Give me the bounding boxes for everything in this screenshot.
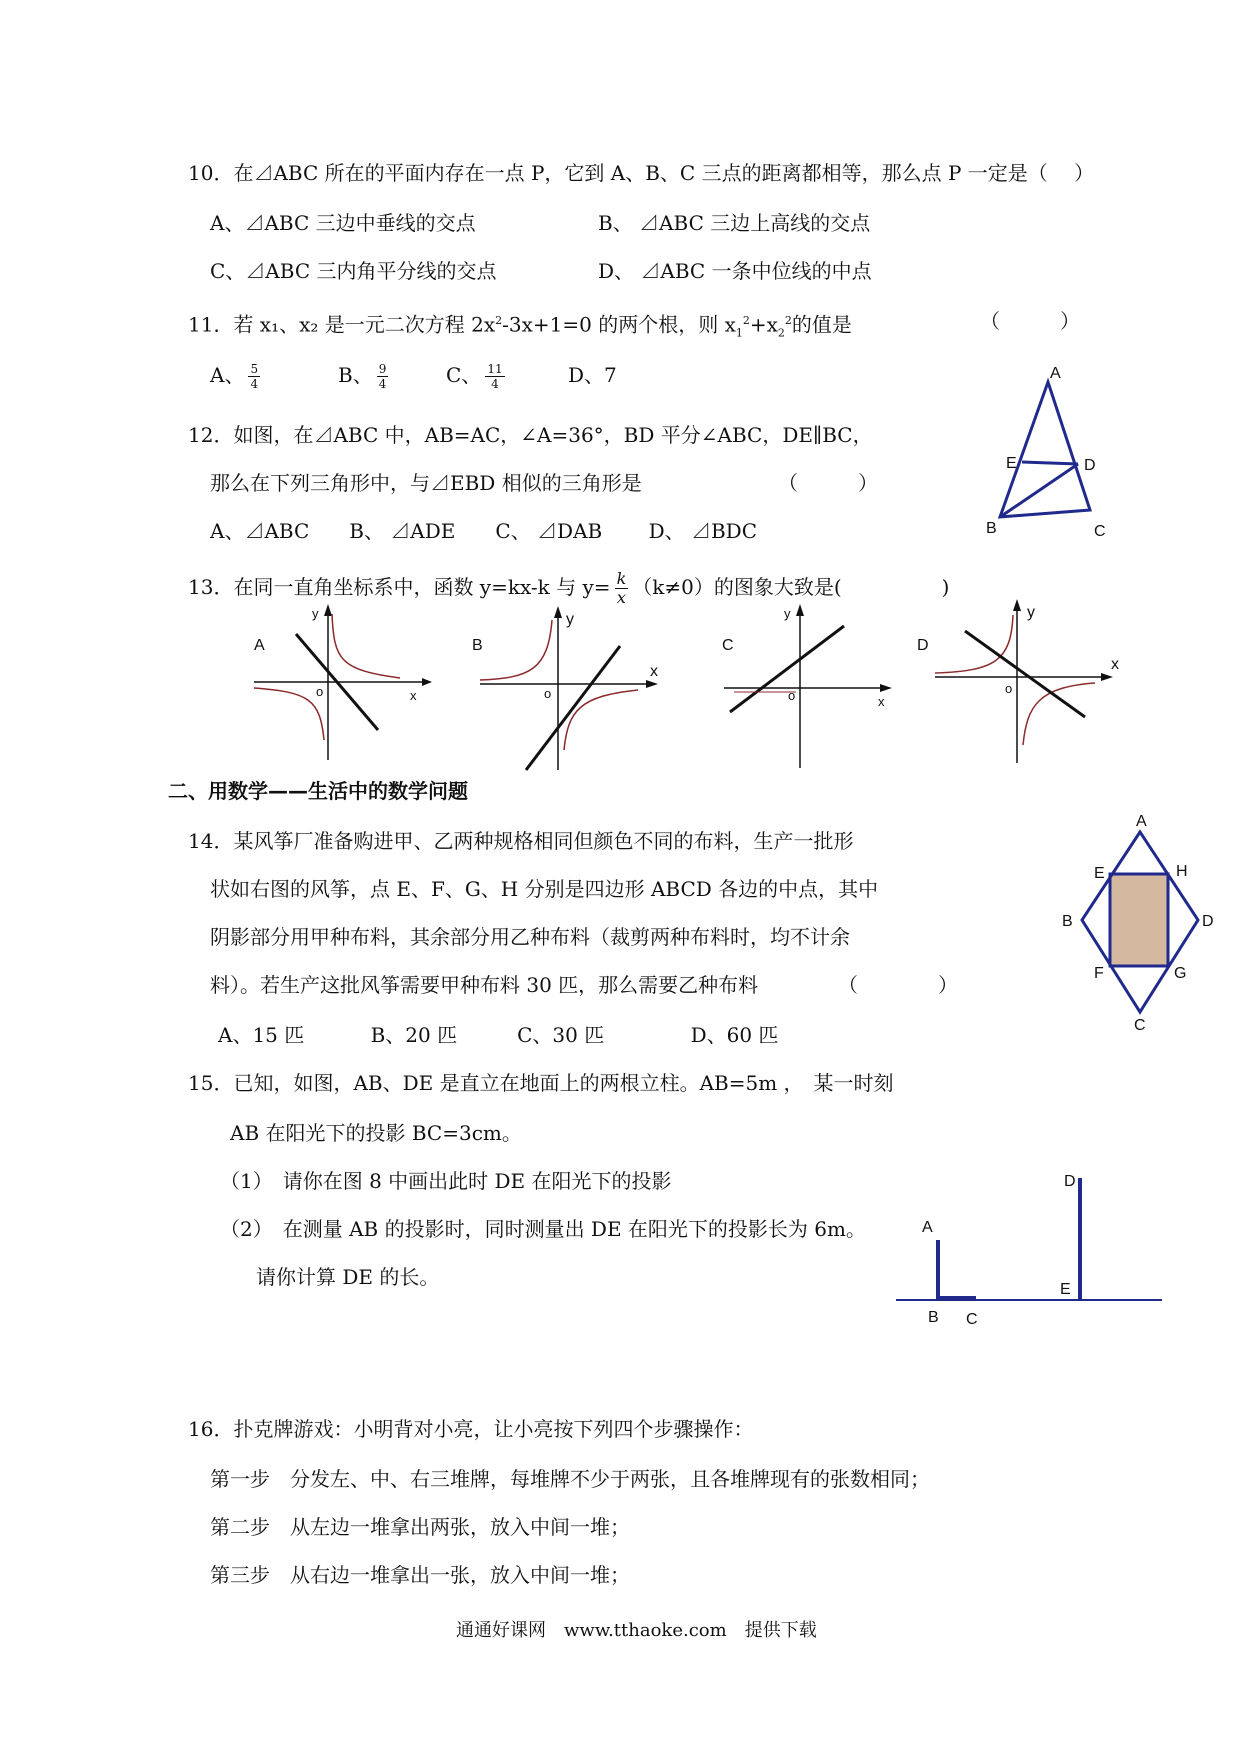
page-footer: 通通好课网 www.tthaoke.com 提供下载 — [456, 1620, 817, 1641]
label-d: D — [1084, 457, 1096, 474]
svg-text:D: D — [1064, 1173, 1076, 1190]
q13-graph-c — [720, 600, 910, 775]
q13-stem: 13．在同一直角坐标系中，函数 y=kx-k 与 y= $\frac{k}{x}$ （k≠0）的图象大致是( ) — [188, 569, 950, 607]
y-axis-arrow — [1013, 599, 1021, 611]
svg-text:G: G — [1174, 965, 1187, 982]
svg-text:o: o — [1005, 681, 1013, 696]
graph-label: B — [472, 637, 483, 654]
q12-triangle-figure — [980, 360, 1120, 540]
q11-option-b: B、 $\frac{9}{4}$ — [338, 362, 387, 391]
q15-part2: （2） 在测量 AB 的投影时，同时测量出 DE 在阳光下的投影长为 6m。 — [220, 1217, 866, 1241]
q16-step3: 第三步 从右边一堆拿出一张，放入中间一堆； — [210, 1563, 630, 1587]
q15-line1: 15．已知，如图，AB、DE 是直立在地面上的两根立柱。AB=5m ， 某一时刻 — [188, 1071, 894, 1095]
svg-text:D: D — [1202, 913, 1214, 930]
svg-text:B: B — [1062, 913, 1073, 930]
svg-text:C: C — [1134, 1017, 1146, 1034]
svg-text:H: H — [1176, 863, 1188, 880]
q10-option-a: A、⊿ABC 三边中垂线的交点 — [210, 211, 476, 235]
q14-options: A、15 匹 B、20 匹 C、30 匹 D、60 匹 — [218, 1023, 779, 1047]
svg-text:y: y — [566, 611, 574, 628]
q14-line3: 阴影部分用甲种布料，其余部分用乙种布料（裁剪两种布料时，均不计余 — [210, 925, 850, 949]
q12-line2: 那么在下列三角形中，与⊿EBD 相似的三角形是 — [210, 471, 642, 495]
q13-graph-a — [250, 600, 440, 770]
svg-text:y: y — [312, 606, 319, 621]
svg-text:C: C — [966, 1311, 978, 1328]
segment-de — [1022, 462, 1078, 464]
q15-part1: （1） 请你在图 8 中画出此时 DE 在阳光下的投影 — [220, 1169, 672, 1193]
q11-answer-paren: （ ） — [980, 309, 1080, 333]
svg-text:F: F — [1094, 965, 1104, 982]
y-axis-arrow — [324, 604, 332, 616]
graph-label: C — [722, 637, 734, 654]
svg-text:o: o — [316, 684, 324, 699]
x-axis-arrow — [422, 678, 432, 686]
q15-poles-figure — [896, 1170, 1166, 1330]
section-heading: 二、用数学——生活中的数学问题 — [168, 779, 468, 803]
q14-line4: 料）。若生产这批风筝需要甲种布料 30 匹，那么需要乙种布料 — [210, 973, 759, 997]
svg-text:o: o — [544, 686, 552, 701]
fraction: $\frac{9}{4}$ — [378, 362, 387, 391]
q12-answer-paren: （ ） — [778, 471, 878, 495]
x-axis-arrow — [1101, 673, 1113, 681]
svg-text:A: A — [1136, 813, 1147, 830]
graph-label: D — [917, 637, 929, 654]
label-b: B — [986, 520, 997, 537]
y-axis-arrow — [796, 604, 804, 616]
q14-kite-figure — [1058, 812, 1218, 1032]
hyperbola-branch — [935, 615, 1013, 673]
linear-line — [730, 626, 844, 712]
q11-option-c: C、 $\frac{11}{4}$ — [446, 362, 503, 391]
hyperbola-branch — [1023, 683, 1095, 745]
hyperbola-branch — [254, 688, 324, 740]
svg-text:y: y — [1027, 604, 1035, 621]
svg-text:E: E — [1094, 865, 1105, 882]
label-a: A — [1050, 365, 1061, 382]
q12-line1: 12．如图，在⊿ABC 中，AB=AC，∠A=36°，BD 平分∠ABC，DE∥BC， — [188, 423, 873, 447]
q14-line1: 14．某风筝厂准备购进甲、乙两种规格相同但颜色不同的布料，生产一批形 — [188, 829, 854, 853]
x-axis-arrow — [646, 680, 658, 688]
q11-option-a: A、 $\frac{5}{4}$ — [210, 362, 259, 391]
svg-text:E: E — [1060, 1281, 1071, 1298]
svg-text:x: x — [878, 694, 885, 709]
svg-text:x: x — [1111, 656, 1119, 673]
q16-step2: 第二步 从左边一堆拿出两张，放入中间一堆； — [210, 1515, 630, 1539]
svg-text:B: B — [928, 1309, 939, 1326]
svg-text:o: o — [788, 688, 796, 703]
q12-options: A、⊿ABC B、 ⊿ADE C、 ⊿DAB D、 ⊿BDC — [210, 519, 758, 543]
q13-graph-d — [915, 595, 1125, 770]
q11-option-d: D、7 — [568, 363, 617, 387]
svg-text:y: y — [784, 606, 791, 621]
fraction: $\frac{5}{4}$ — [250, 362, 259, 391]
fraction-k-over-x: $\frac{k}{x}$ — [616, 569, 627, 607]
hyperbola-branch — [480, 620, 552, 680]
hyperbola-branch — [564, 690, 638, 750]
q10-option-c: C、⊿ABC 三内角平分线的交点 — [210, 259, 497, 283]
svg-text:x: x — [650, 663, 658, 680]
linear-line — [526, 646, 620, 770]
q14-line2: 状如右图的风筝，点 E、F、G、H 分别是四边形 ABCD 各边的中点，其中 — [210, 877, 879, 901]
q10-option-d: D、 ⊿ABC 一条中位线的中点 — [598, 259, 872, 283]
svg-text:A: A — [922, 1219, 933, 1236]
graph-label: A — [254, 637, 265, 654]
linear-line — [965, 631, 1085, 717]
svg-text:x: x — [410, 688, 417, 703]
q16-step1: 第一步 分发左、中、右三堆牌，每堆牌不少于两张，且各堆牌现有的张数相同； — [210, 1467, 930, 1491]
q10-stem: 10．在⊿ABC 所在的平面内存在一点 P，它到 A、B、C 三点的距离都相等，那么点 P 一定是（ ） — [188, 161, 1095, 185]
q14-answer-paren: （ ） — [838, 973, 958, 997]
x-axis-arrow — [880, 684, 892, 692]
fraction: $\frac{11}{4}$ — [487, 362, 503, 391]
q15-part2b: 请你计算 DE 的长。 — [256, 1265, 440, 1289]
shaded-rectangle-efgh — [1110, 874, 1168, 966]
hyperbola-branch — [332, 614, 400, 678]
triangle-abc — [1000, 382, 1090, 517]
label-e: E — [1006, 455, 1017, 472]
q16-stem: 16．扑克牌游戏：小明背对小亮，让小亮按下列四个步骤操作： — [188, 1417, 754, 1441]
q13-graph-b — [470, 600, 670, 775]
label-c: C — [1094, 523, 1106, 540]
q10-option-b: B、 ⊿ABC 三边上高线的交点 — [598, 211, 871, 235]
q15-line2: AB 在阳光下的投影 BC=3cm。 — [230, 1121, 522, 1145]
y-axis-arrow — [554, 606, 562, 618]
q11-stem: 11．若 x₁、x₂ 是一元二次方程 $2x^2-3x+1=0$ 的两个根，则 $x_1^2+x_2^2$的值是 — [188, 312, 852, 340]
